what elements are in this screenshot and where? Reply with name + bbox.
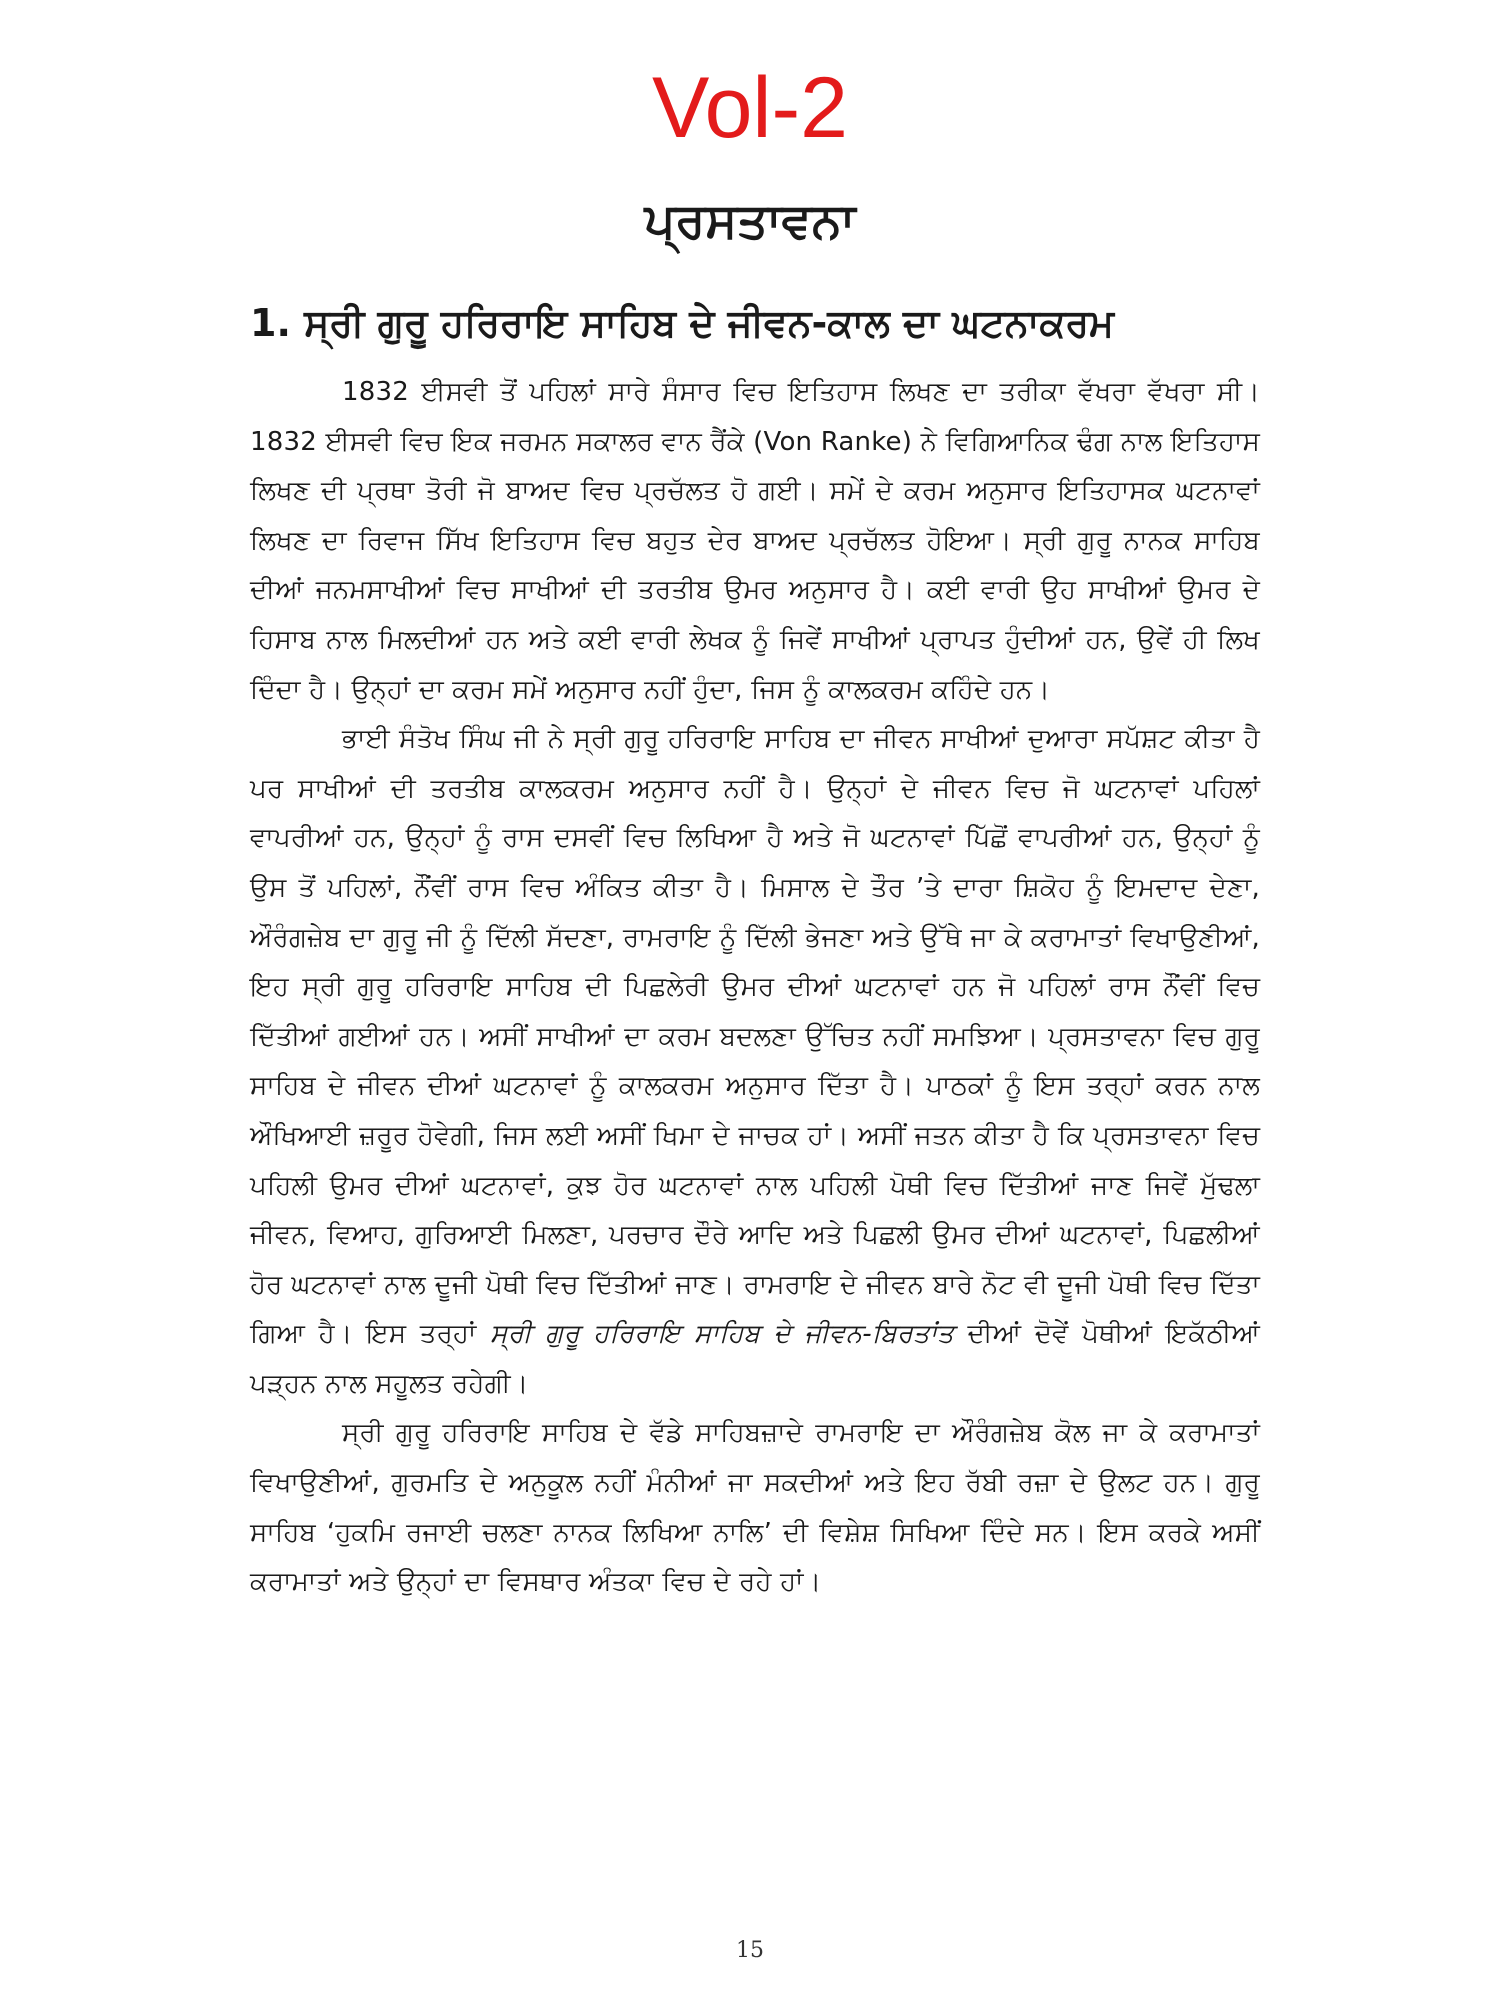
chapter-heading: ਪ੍ਰਸਤਾਵਨਾ bbox=[644, 193, 856, 249]
book-title: ਸ੍ਰੀ ਗੁਰੂ ਹਰਿਰਾਇ ਸਾਹਿਬ ਦੇ ਜੀਵਨ-ਬਿਰਤਾਂਤ bbox=[489, 1319, 954, 1350]
page-number: 15 bbox=[736, 1938, 764, 1963]
paragraph-2 bbox=[250, 715, 1260, 1409]
body-text bbox=[250, 368, 1260, 1608]
paragraph-1: 1832 ਈਸਵੀ ਤੋਂ ਪਹਿਲਾਂ ਸਾਰੇ ਸੰਸਾਰ ਵਿਚ ਇਤਿਹਾਸ ਲਿਖਣ ਦਾ ਤਰੀਕਾ ਵੱਖਰਾ ਵੱਖਰਾ ਸੀ। 1832 ਈਸਵੀ ਵਿਚ ਇਕ ਜਰਮਨ ਸਕਾਲਰ ਵਾਨ ਰੈਂਕੇ (Von Ranke) ਨੇ ਵਿਗਿਆਨਿਕ ਢੰਗ ਨਾਲ ਇਤਿਹਾਸ ਲਿਖਣ ਦੀ ਪ੍ਰਥਾ ਤੋਰੀ ਜੋ ਬਾਅਦ ਵਿਚ ਪ੍ਰਚੱਲਤ ਹੋ ਗਈ। ਸਮੇਂ ਦੇ ਕਰਮ ਅਨੁਸਾਰ ਇਤਿਹਾਸਕ ਘਟਨਾਵਾਂ ਲਿਖਣ ਦਾ ਰਿਵਾਜ ਸਿੱਖ ਇਤਿਹਾਸ ਵਿਚ ਬਹੁਤ ਦੇਰ ਬਾਅਦ ਪ੍ਰਚੱਲਤ ਹੋਇਆ। ਸ੍ਰੀ ਗੁਰੂ ਨਾਨਕ ਸਾਹਿਬ ਦੀਆਂ ਜਨਮਸਾਖੀਆਂ ਵਿਚ ਸਾਖੀਆਂ ਦੀ ਤਰਤੀਬ ਉਮਰ ਅਨੁਸਾਰ ਹੈ। ਕਈ ਵਾਰੀ ਉਹ ਸਾਖੀਆਂ ਉਮਰ ਦੇ ਹਿਸਾਬ ਨਾਲ ਮਿਲਦੀਆਂ ਹਨ ਅਤੇ ਕਈ ਵਾਰੀ ਲੇਖਕ ਨੂੰ ਜਿਵੇਂ ਸਾਖੀਆਂ ਪ੍ਰਾਪਤ ਹੁੰਦੀਆਂ ਹਨ, ਉਵੇਂ ਹੀ ਲਿਖ ਦਿੰਦਾ ਹੈ। ਉਨ੍ਹਾਂ ਦਾ ਕਰਮ ਸਮੇਂ ਅਨੁਸਾਰ ਨਹੀਂ ਹੁੰਦਾ, ਜਿਸ ਨੂੰ ਕਾਲਕਰਮ ਕਹਿੰਦੇ ਹਨ। bbox=[250, 377, 1260, 705]
paragraph-2-main: ਭਾਈ ਸੰਤੋਖ ਸਿੰਘ ਜੀ ਨੇ ਸ੍ਰੀ ਗੁਰੂ ਹਰਿਰਾਇ ਸਾਹਿਬ ਦਾ ਜੀਵਨ ਸਾਖੀਆਂ ਦੁਆਰਾ ਸਪੱਸ਼ਟ ਕੀਤਾ ਹੈ ਪਰ ਸਾਖੀਆਂ ਦੀ ਤਰਤੀਬ ਕਾਲਕਰਮ ਅਨੁਸਾਰ ਨਹੀਂ ਹੈ। ਉਨ੍ਹਾਂ ਦੇ ਜੀਵਨ ਵਿਚ ਜੋ ਘਟਨਾਵਾਂ ਪਹਿਲਾਂ ਵਾਪਰੀਆਂ ਹਨ, ਉਨ੍ਹਾਂ ਨੂੰ ਰਾਸ ਦਸਵੀਂ ਵਿਚ ਲਿਖਿਆ ਹੈ ਅਤੇ ਜੋ ਘਟਨਾਵਾਂ ਪਿੱਛੋਂ ਵਾਪਰੀਆਂ ਹਨ, ਉਨ੍ਹਾਂ ਨੂੰ ਉਸ ਤੋਂ ਪਹਿਲਾਂ, ਨੌਂਵੀਂ ਰਾਸ ਵਿਚ ਅੰਕਿਤ ਕੀਤਾ ਹੈ। ਮਿਸਾਲ ਦੇ ਤੌਰ ’ਤੇ ਦਾਰਾ ਸ਼ਿਕੋਹ ਨੂੰ ਇਮਦਾਦ ਦੇਣਾ, ਔਰੰਗਜ਼ੇਬ ਦਾ ਗੁਰੂ ਜੀ ਨੂੰ ਦਿੱਲੀ ਸੱਦਣਾ, ਰਾਮਰਾਇ ਨੂੰ ਦਿੱਲੀ ਭੇਜਣਾ ਅਤੇ ਉੱਥੇ ਜਾ ਕੇ ਕਰਾਮਾਤਾਂ ਵਿਖਾਉਣੀਆਂ, ਇਹ ਸ੍ਰੀ ਗੁਰੂ ਹਰਿਰਾਇ ਸਾਹਿਬ ਦੀ ਪਿਛਲੇਰੀ ਉਮਰ ਦੀਆਂ ਘਟਨਾਵਾਂ ਹਨ ਜੋ ਪਹਿਲਾਂ ਰਾਸ ਨੌਂਵੀਂ ਵਿਚ ਦਿੱਤੀਆਂ ਗਈਆਂ ਹਨ। ਅਸੀਂ ਸਾਖੀਆਂ ਦਾ ਕਰਮ ਬਦਲਣਾ ਉੱਚਿਤ ਨਹੀਂ ਸਮਝਿਆ। ਪ੍ਰਸਤਾਵਨਾ ਵਿਚ ਗੁਰੂ ਸਾਹਿਬ ਦੇ ਜੀਵਨ ਦੀਆਂ ਘਟਨਾਵਾਂ ਨੂੰ ਕਾਲਕਰਮ ਅਨੁਸਾਰ ਦਿੱਤਾ ਹੈ। ਪਾਠਕਾਂ ਨੂੰ ਇਸ ਤਰ੍ਹਾਂ ਕਰਨ ਨਾਲ ਔਖਿਆਈ ਜ਼ਰੂਰ ਹੋਵੇਗੀ, ਜਿਸ ਲਈ ਅਸੀਂ ਖਿਮਾ ਦੇ ਜਾਚਕ ਹਾਂ। ਅਸੀਂ ਜਤਨ ਕੀਤਾ ਹੈ ਕਿ ਪ੍ਰਸਤਾਵਨਾ ਵਿਚ ਪਹਿਲੀ ਉਮਰ ਦੀਆਂ ਘਟਨਾਵਾਂ, ਕੁਝ ਹੋਰ ਘਟਨਾਵਾਂ ਨਾਲ ਪਹਿਲੀ ਪੋਥੀ ਵਿਚ ਦਿੱਤੀਆਂ ਜਾਣ ਜਿਵੇਂ ਮੁੱਢਲਾ ਜੀਵਨ, ਵਿਆਹ, ਗੁਰਿਆਈ ਮਿਲਣਾ, ਪਰਚਾਰ ਦੌਰੇ ਆਦਿ ਅਤੇ ਪਿਛਲੀ ਉਮਰ ਦੀਆਂ ਘਟਨਾਵਾਂ, ਪਿਛਲੀਆਂ ਹੋਰ ਘਟਨਾਵਾਂ ਨਾਲ ਦੂਜੀ ਪੋਥੀ ਵਿਚ ਦਿੱਤੀਆਂ ਜਾਣ। ਰਾਮਰਾਇ ਦੇ ਜੀਵਨ ਬਾਰੇ ਨੋਟ ਵੀ ਦੂਜੀ ਪੋਥੀ ਵਿਚ ਦਿੱਤਾ ਗਿਆ ਹੈ। ਇਸ ਤਰ੍ਹਾਂ bbox=[250, 724, 1260, 1350]
volume-label: Vol-2 bbox=[651, 60, 849, 156]
paragraph-3: ਸ੍ਰੀ ਗੁਰੂ ਹਰਿਰਾਇ ਸਾਹਿਬ ਦੇ ਵੱਡੇ ਸਾਹਿਬਜ਼ਾਦੇ ਰਾਮਰਾਇ ਦਾ ਔਰੰਗਜ਼ੇਬ ਕੋਲ ਜਾ ਕੇ ਕਰਾਮਾਤਾਂ ਵਿਖਾਉਣੀਆਂ, ਗੁਰਮਤਿ ਦੇ ਅਨੁਕੂਲ ਨਹੀਂ ਮੰਨੀਆਂ ਜਾ ਸਕਦੀਆਂ ਅਤੇ ਇਹ ਰੱਬੀ ਰਜ਼ਾ ਦੇ ਉਲਟ ਹਨ। ਗੁਰੂ ਸਾਹਿਬ ‘ਹੁਕਮਿ ਰਜਾਈ ਚਲਣਾ ਨਾਨਕ ਲਿਖਿਆ ਨਾਲਿ’ ਦੀ ਵਿਸ਼ੇਸ਼ ਸਿਖਿਆ ਦਿੰਦੇ ਸਨ। ਇਸ ਕਰਕੇ ਅਸੀਂ ਕਰਾਮਾਤਾਂ ਅਤੇ ਉਨ੍ਹਾਂ ਦਾ ਵਿਸਥਾਰ ਅੰਤਕਾ ਵਿਚ ਦੇ ਰਹੇ ਹਾਂ। bbox=[250, 1418, 1260, 1598]
paragraph-2-end: ਦੀਆਂ ਦੋਵੇਂ ਪੋਥੀਆਂ ਇਕੱਠੀਆਂ ਪੜ੍ਹਨ ਨਾਲ ਸਹੂਲਤ ਰਹੇਗੀ। bbox=[250, 1319, 1261, 1399]
section-title: 1. ਸ੍ਰੀ ਗੁਰੂ ਹਰਿਰਾਇ ਸਾਹਿਬ ਦੇ ਜੀਵਨ-ਕਾਲ ਦਾ ਘਟਨਾਕਰਮ bbox=[250, 301, 1115, 345]
